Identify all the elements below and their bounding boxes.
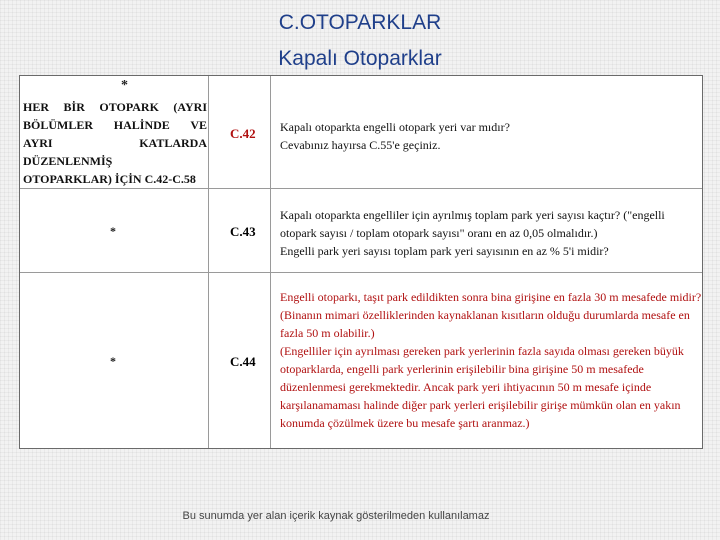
question-line: karşılanamaması halinde diğer park yerleri erişilebilir girişe mümkün olan en yakın <box>280 398 681 412</box>
question-line: (Engelliler için ayrılması gereken park yerlerinin fazla sayıda olması gereken büyük <box>280 344 684 358</box>
question-code: C.44 <box>230 354 256 369</box>
page-title: C.OTOPARKLAR <box>278 11 442 34</box>
section-header-line: DÜZENLENMİŞ <box>23 154 113 168</box>
question-line: (Binanın mimari özelliklerinden kaynaklanan kısıtların olduğu durumlarda mesafe en <box>280 308 690 322</box>
section-header <box>23 98 207 188</box>
question-line: Kapalı otoparkta engelli otopark yeri var mıdır? <box>280 120 510 134</box>
question-code: C.42 <box>230 126 256 141</box>
section-header-line: BÖLÜMLER HALİNDE VE <box>23 118 207 132</box>
question-line: düzenlenmesi gerekmektedir. Ancak park yeri ihtiyacının 50 m mesafe içinde <box>280 380 652 394</box>
section-header-line: OTOPARKLAR) İÇİN C.42-C.58 <box>23 172 196 186</box>
section-header-line: HER BİR OTOPARK (AYRI <box>23 100 207 114</box>
section-header-line: AYRI KATLARDA <box>23 136 207 150</box>
question-text <box>280 288 702 432</box>
question-code: C.43 <box>230 224 256 239</box>
required-marker: * <box>121 78 128 93</box>
question-line: otoparklarda, engelli park yerlerinin erişilebilir bina girişine 50 m mesafede <box>280 362 644 376</box>
question-line: Cevabınız hayırsa C.55'e geçiniz. <box>280 138 441 152</box>
question-line: fazla 50 m olabilir.) <box>280 326 375 340</box>
page-subtitle: Kapalı Otoparklar <box>278 47 442 70</box>
column-divider <box>270 76 271 448</box>
question-line: Engelli park yeri sayısı toplam park yeri sayısının en az % 5'i midir? <box>280 244 609 258</box>
question-line: konumda çözülmek üzere bu mesafe şartı aranmaz.) <box>280 416 530 430</box>
column-divider <box>208 76 209 448</box>
footer-notice: Bu sunumda yer alan içerik kaynak gösterilmeden kullanılamaz <box>182 510 490 522</box>
question-text <box>280 206 695 260</box>
question-text <box>280 118 695 154</box>
question-line: otopark sayısı / toplam otopark sayısı" oranı en az 0,05 olmalıdır.) <box>280 226 598 240</box>
required-marker: * <box>110 354 116 368</box>
question-line: Kapalı otoparkta engelliler için ayrılmış toplam park yeri sayısı kaçtır? ("engelli <box>280 208 665 222</box>
required-marker: * <box>110 224 116 238</box>
row-divider <box>20 272 702 273</box>
question-line: Engelli otoparkı, taşıt park edildikten sonra bina girişine en fazla 30 m mesafede midir? <box>280 290 702 304</box>
document-table <box>19 75 703 449</box>
row-divider <box>20 188 702 189</box>
